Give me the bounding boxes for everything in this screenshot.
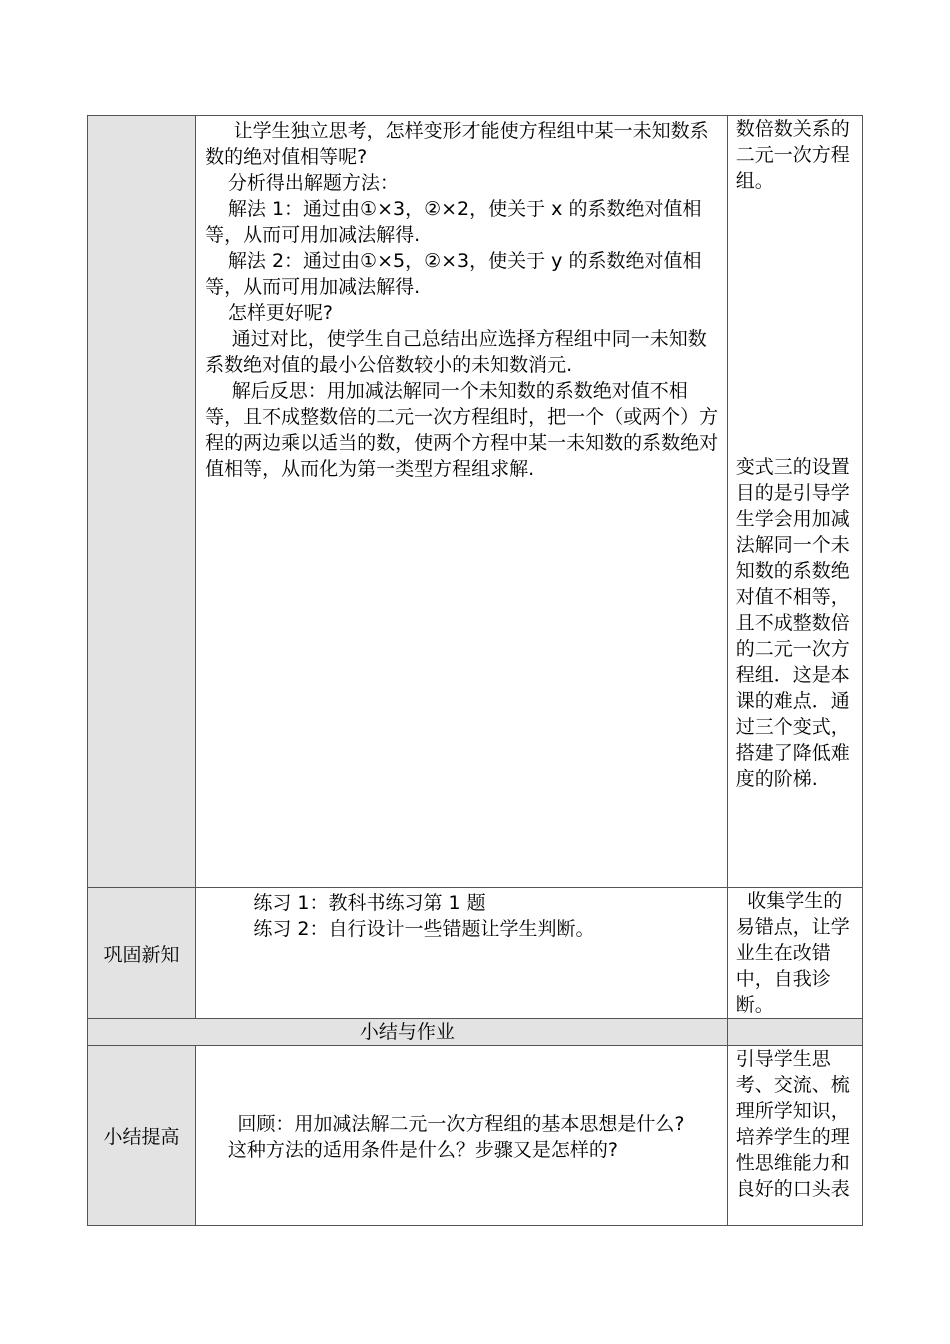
summary-line: 这种方法的适用条件是什么？步骤又是怎样的? — [227, 1138, 619, 1161]
note-top: 数倍数关系的二元一次方程组。 — [735, 118, 850, 192]
analysis-paragraph: 解法 1：通过由①×3，②×2，使关于 x 的系数绝对值相等，从而可用加减法解得. — [205, 198, 702, 246]
summary-line: 回顾：用加减法解二元一次方程组的基本思想是什么? — [237, 1112, 685, 1135]
section-title: 小结与作业 — [88, 1019, 728, 1046]
analysis-row — [88, 116, 863, 888]
analysis-stage-cell — [88, 116, 196, 888]
analysis-note-cell — [727, 116, 862, 888]
consolidation-row — [88, 888, 863, 1019]
consolidation-content-cell — [196, 888, 728, 1019]
analysis-paragraph: 解法 2：通过由①×5，②×3，使关于 y 的系数绝对值相等，从而可用加减法解得. — [205, 250, 702, 298]
stage-label-summary: 小结提高 — [88, 1046, 196, 1226]
summary-row — [88, 1046, 863, 1226]
exercise-line: 练习 2：自行设计一些错题让学生判断。 — [253, 918, 595, 940]
exercise-line: 练习 1：教科书练习第 1 题 — [253, 892, 486, 914]
analysis-paragraph: 怎样更好呢? — [227, 302, 334, 324]
lesson-plan-table — [87, 115, 863, 1226]
stage-label-consolidation: 巩固新知 — [88, 888, 196, 1019]
section-header-empty — [727, 1019, 862, 1046]
note-bottom: 变式三的设置目的是引导学生学会用加减法解同一个未知数的系数绝对值不相等，且不成整数倍的二元一次方程组．这是本课的难点．通过三个变式，搭建了降低难度的阶梯. — [735, 456, 850, 790]
analysis-content-cell — [196, 116, 728, 888]
analysis-paragraph: 让学生独立思考，怎样变形才能使方程组中某一未知数系数的绝对值相等呢? — [205, 120, 709, 168]
summary-note-cell: 引导学生思考、交流、梳理所学知识，培养学生的理性思维能力和良好的口头表 — [727, 1046, 862, 1226]
analysis-paragraph: 解后反思：用加减法解同一个未知数的系数绝对值不相等，且不成整数倍的二元一次方程组时，把一个（或两个）方程的两边乘以适当的数，使两个方程中某一未知数的系数绝对值相等，从而化为第一类型方程组求解. — [205, 380, 719, 480]
analysis-paragraph: 分析得出解题方法： — [227, 172, 399, 194]
summary-content-cell — [196, 1046, 728, 1226]
consolidation-note-cell: 收集学生的易错点，让学业生在改错中，自我诊断。 — [727, 888, 862, 1019]
section-header-row — [88, 1019, 863, 1046]
analysis-paragraph: 通过对比，使学生自己总结出应选择方程组中同一未知数系数绝对值的最小公倍数较小的未知数消元. — [205, 328, 707, 376]
